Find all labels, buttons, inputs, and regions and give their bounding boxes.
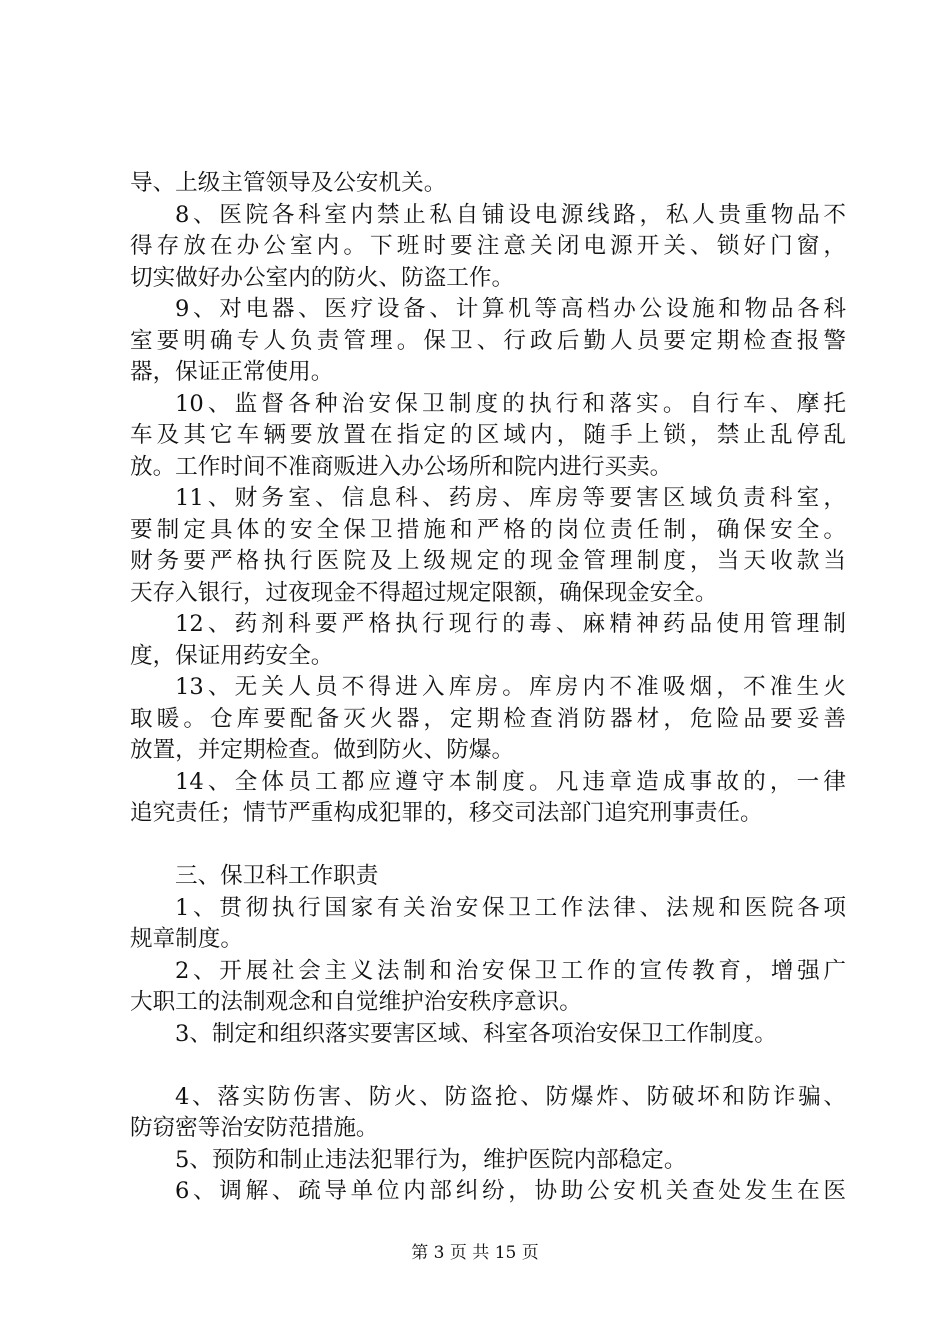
text-line: 车及其它车辆要放置在指定的区域内，随手上锁，禁止乱停乱 xyxy=(130,422,846,448)
document-body xyxy=(130,168,846,1208)
text-line: 9、对电器、医疗设备、计算机等高档办公设施和物品各科 xyxy=(175,296,846,322)
paragraph-gap xyxy=(130,830,846,862)
text-line: 8、医院各科室内禁止私自铺设电源线路，私人贵重物品不 xyxy=(175,201,846,228)
text-line: 13、无关人员不得进入库房。库房内不准吸烟，不准生火 xyxy=(175,674,846,700)
text-line: 12、药剂科要严格执行现行的毒、麻精神药品使用管理制 xyxy=(175,611,846,637)
text-line: 取暖。仓库要配备灭火器，定期检查消防器材，危险品要妥善 xyxy=(130,705,846,732)
text-line: 5、预防和制止违法犯罪行为，维护医院内部稳定。 xyxy=(175,1146,687,1173)
text-line: 天存入银行，过夜现金不得超过规定限额，确保现金安全。 xyxy=(130,579,718,606)
text-line: 10、监督各种治安保卫制度的执行和落实。自行车、摩托 xyxy=(175,390,846,417)
text-line: 防窃密等治安防范措施。 xyxy=(130,1115,379,1141)
text-line: 4、落实防伤害、防火、防盗抢、防爆炸、防破坏和防诈骗、 xyxy=(175,1083,846,1110)
text-line: 器，保证正常使用。 xyxy=(130,359,334,385)
text-line: 追究责任；情节严重构成犯罪的，移交司法部门追究刑事责任。 xyxy=(130,800,763,826)
page-footer: 第 3 页 共 15 页 xyxy=(411,1243,539,1263)
text-line: 11、财务室、信息科、药房、库房等要害区域负责科室， xyxy=(175,485,846,511)
text-line: 要制定具体的安全保卫措施和严格的岗位责任制，确保安全。 xyxy=(130,516,846,543)
text-line: 导、上级主管领导及公安机关。 xyxy=(130,170,447,196)
text-line: 6、调解、疏导单位内部纠纷，协助公安机关查处发生在医 xyxy=(175,1178,846,1204)
text-line: 度，保证用药安全。 xyxy=(130,642,334,669)
text-line: 规章制度。 xyxy=(130,926,243,952)
text-line: 放置，并定期检查。做到防火、防爆。 xyxy=(130,737,515,763)
text-line: 三、保卫科工作职责 xyxy=(175,863,379,889)
paragraph-gap xyxy=(130,1050,846,1082)
text-line: 2、开展社会主义法制和治安保卫工作的宣传教育，增强广 xyxy=(175,957,846,984)
text-line: 1、贯彻执行国家有关治安保卫工作法律、法规和医院各项 xyxy=(175,894,846,921)
text-line: 放。工作时间不准商贩进入办公场所和院内进行买卖。 xyxy=(130,453,673,480)
text-line: 14、全体员工都应遵守本制度。凡违章造成事故的，一律 xyxy=(175,768,846,795)
text-line: 室要明确专人负责管理。保卫、行政后勤人员要定期检查报警 xyxy=(130,327,846,354)
text-line: 3、制定和组织落实要害区域、科室各项治安保卫工作制度。 xyxy=(175,1020,777,1047)
text-line: 财务要严格执行医院及上级规定的现金管理制度，当天收款当 xyxy=(130,548,846,574)
text-line: 得存放在办公室内。下班时要注意关闭电源开关、锁好门窗， xyxy=(130,233,846,259)
text-line: 切实做好办公室内的防火、防盗工作。 xyxy=(130,264,515,291)
text-line: 大职工的法制观念和自觉维护治安秩序意识。 xyxy=(130,989,582,1015)
